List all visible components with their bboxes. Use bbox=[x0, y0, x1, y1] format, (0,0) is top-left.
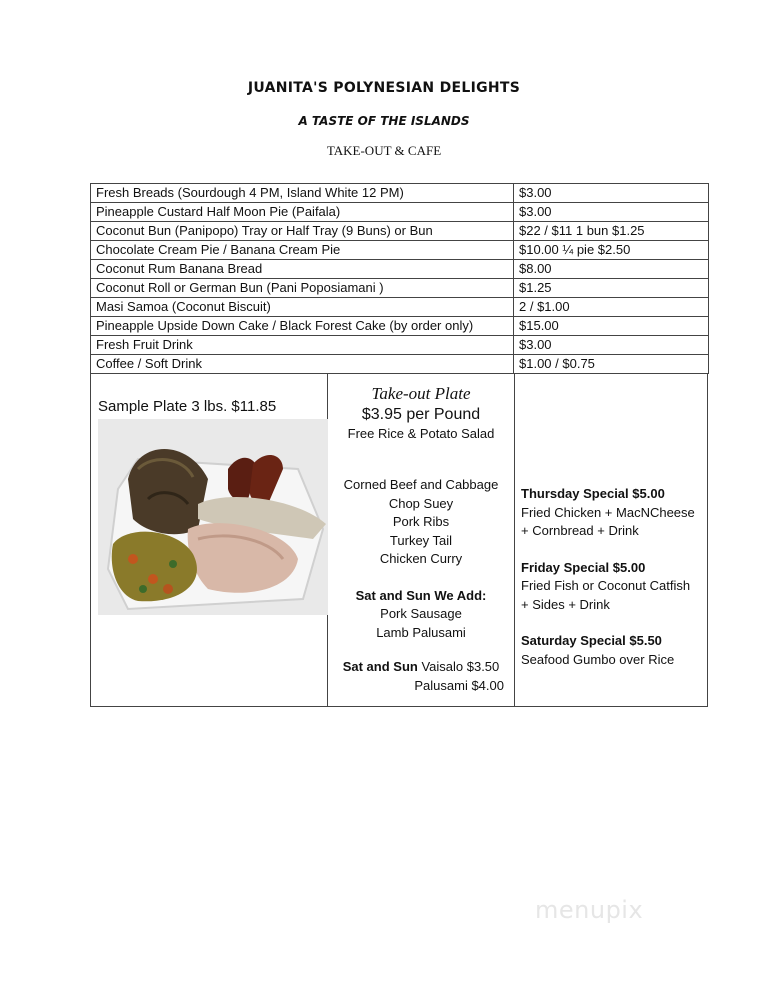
extra-line-2: Palusami $4.00 bbox=[414, 677, 504, 693]
special-friday bbox=[521, 559, 707, 615]
menu-price: $3.00 bbox=[514, 336, 709, 355]
weekend-heading: Sat and Sun We Add: bbox=[355, 587, 487, 603]
special-saturday bbox=[521, 632, 707, 669]
tagline: TAKE-OUT & CAFE bbox=[326, 143, 442, 158]
column-divider bbox=[514, 374, 515, 706]
special-heading: Friday Special $5.00 bbox=[521, 559, 646, 575]
menu-price: $8.00 bbox=[514, 260, 709, 279]
special-line: + Sides + Drink bbox=[521, 596, 610, 612]
menu-item: Masi Samoa (Coconut Biscuit) bbox=[91, 298, 514, 317]
list-item: Corned Beef and Cabbage bbox=[343, 477, 499, 492]
menu-item: Fresh Breads (Sourdough 4 PM, Island White 12 PM) bbox=[91, 184, 514, 203]
menu-price: $22 / $11 1 bun $1.25 bbox=[514, 222, 709, 241]
table-row bbox=[91, 260, 709, 279]
plate-title: Take-out Plate bbox=[371, 384, 471, 403]
menu-table bbox=[90, 183, 709, 374]
plate-subtitle: Free Rice & Potato Salad bbox=[347, 426, 495, 441]
table-row bbox=[91, 222, 709, 241]
menu-price: $15.00 bbox=[514, 317, 709, 336]
sample-plate-label: Sample Plate 3 lbs. $11.85 bbox=[98, 398, 277, 415]
list-item: Pork Ribs bbox=[392, 514, 450, 529]
special-line: Fried Chicken + MacNCheese bbox=[521, 504, 695, 520]
specials-column bbox=[521, 485, 707, 687]
special-heading: Thursday Special $5.00 bbox=[521, 486, 665, 501]
menu-price: $3.00 bbox=[514, 184, 709, 203]
menu-item: Coconut Roll or German Bun (Pani Poposiamani ) bbox=[91, 279, 514, 298]
plates-section bbox=[90, 374, 708, 707]
menu-price: $3.00 bbox=[514, 203, 709, 222]
menu-price: 2 / $1.00 bbox=[514, 298, 709, 317]
table-row bbox=[91, 336, 709, 355]
table-row bbox=[91, 203, 709, 222]
special-line: Fried Fish or Coconut Catfish bbox=[521, 578, 691, 593]
table-row bbox=[91, 317, 709, 336]
take-out-plate-column bbox=[328, 374, 514, 695]
page-subtitle: A TASTE OF THE ISLANDS bbox=[298, 114, 470, 128]
menu-price: $1.00 / $0.75 bbox=[514, 355, 709, 374]
menu-item: Pineapple Upside Down Cake / Black Forest Cake (by order only) bbox=[91, 317, 514, 336]
table-row bbox=[91, 279, 709, 298]
menu-price: $1.25 bbox=[514, 279, 709, 298]
menu-item: Coconut Rum Banana Bread bbox=[91, 260, 514, 279]
menu-item: Pineapple Custard Half Moon Pie (Paifala) bbox=[91, 203, 514, 222]
list-item: Chop Suey bbox=[388, 495, 454, 511]
list-item: Lamb Palusami bbox=[376, 624, 466, 640]
table-row bbox=[91, 298, 709, 317]
special-line: Seafood Gumbo over Rice bbox=[521, 651, 675, 667]
plate-items bbox=[328, 476, 514, 642]
menupix-watermark: menupix bbox=[535, 896, 644, 924]
plate-price: $3.95 per Pound bbox=[361, 406, 481, 423]
extra-text: Vaisalo $3.50 bbox=[417, 659, 500, 674]
table-row bbox=[91, 355, 709, 374]
extra-line-1 bbox=[328, 658, 514, 677]
special-line: + Cornbread + Drink bbox=[521, 523, 639, 538]
special-heading: Saturday Special $5.50 bbox=[521, 633, 662, 648]
menu-item: Coconut Bun (Panipopo) Tray or Half Tray (9 Buns) or Bun bbox=[91, 222, 514, 241]
menu-item: Coffee / Soft Drink bbox=[91, 355, 514, 374]
menu-price: $10.00 ¼ pie $2.50 bbox=[514, 241, 709, 260]
menu-item: Chocolate Cream Pie / Banana Cream Pie bbox=[91, 241, 514, 260]
table-row bbox=[91, 241, 709, 260]
list-item: Chicken Curry bbox=[379, 551, 463, 566]
table-row bbox=[91, 184, 709, 203]
extra-bold: Sat and Sun bbox=[342, 659, 418, 674]
list-item: Pork Sausage bbox=[380, 606, 462, 621]
sample-plate-photo bbox=[98, 419, 328, 615]
special-thursday bbox=[521, 485, 707, 541]
weekend-extras bbox=[328, 658, 514, 695]
menu-item: Fresh Fruit Drink bbox=[91, 336, 514, 355]
list-item: Turkey Tail bbox=[389, 532, 453, 548]
food-plate-image bbox=[98, 419, 328, 615]
page-title: JUANITA'S POLYNESIAN DELIGHTS bbox=[247, 80, 521, 96]
